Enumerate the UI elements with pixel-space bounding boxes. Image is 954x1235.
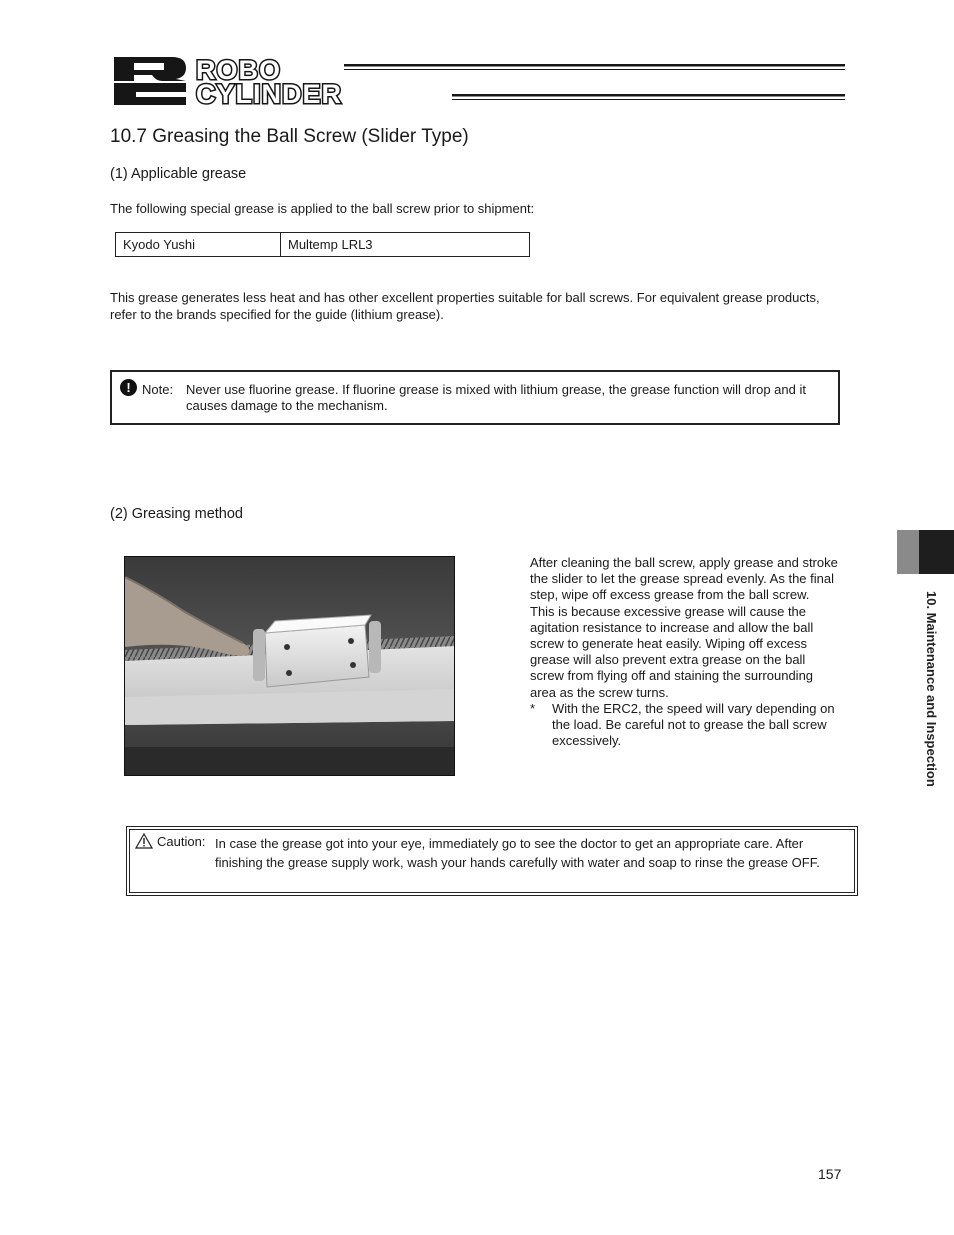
caution-box (126, 826, 858, 896)
caution-text: In case the grease got into your eye, immediately go to see the doctor to get an appropriate care. After finishing the grease supply work, wash your hands carefully with water and soap to rinse the grease OFF. (215, 836, 820, 870)
greasing-method-description (530, 555, 842, 749)
ball-screw-slider-image (125, 557, 455, 776)
chapter-tab-label: 10. Maintenance and Inspection (924, 591, 939, 787)
greasing-photo (124, 556, 455, 776)
greasing-paragraph-1: After cleaning the ball screw, apply grease and stroke the slider to let the grease spread evenly. As the final step, wipe off excess grease from the ball screw. (530, 555, 838, 603)
section-title: 10.7 Greasing the Ball Screw (Slider Type) (110, 126, 469, 147)
grease-product-cell: Multemp LRL3 (288, 237, 373, 252)
greasing-paragraph-2: This is because excessive grease will cause the agitation resistance to increase and allow the ball screw to generate heat easily. Wiping off excess grease will also prevent extra grease on the ball screw from flying off and staining the surrounding area as the screw turns. (530, 603, 814, 700)
bullet-marker: * (530, 700, 536, 716)
chapter-tab-dark (919, 530, 954, 574)
erc2-note-item (530, 701, 842, 750)
note-text: Never use fluorine grease. If fluorine grease is mixed with lithium grease, the grease function will drop and it causes damage to the mechanism. (186, 382, 806, 413)
header-rule (340, 62, 845, 102)
caution-label: Caution: (157, 834, 206, 849)
note-label: Note: (142, 382, 174, 397)
logo-text-robo: ROBO (196, 55, 281, 85)
logo-text-cylinder: CYLINDER (196, 79, 343, 107)
exclamation-icon: ! (120, 379, 137, 396)
grease-intro-text: The following special grease is applied to the ball screw prior to shipment: (110, 201, 535, 216)
grease-maker-cell: Kyodo Yushi (116, 233, 281, 256)
page-number: 157 (818, 1166, 842, 1182)
grease-spec-table (115, 232, 530, 257)
chapter-tab-light (897, 530, 919, 574)
subsection-heading-applicable-grease: (1) Applicable grease (110, 166, 247, 182)
subsection-heading-greasing-method: (2) Greasing method (110, 506, 243, 522)
note-box (110, 370, 840, 425)
warning-triangle-icon (135, 833, 153, 849)
grease-description-text: This grease generates less heat and has other excellent properties suitable for ball screws. For equivalent grease products, refer to the brands specified for the guide (lithium grease). (110, 290, 820, 322)
erc2-note-text: With the ERC2, the speed will vary depending on the load. Be careful not to grease the ball screw excessively. (552, 700, 835, 749)
